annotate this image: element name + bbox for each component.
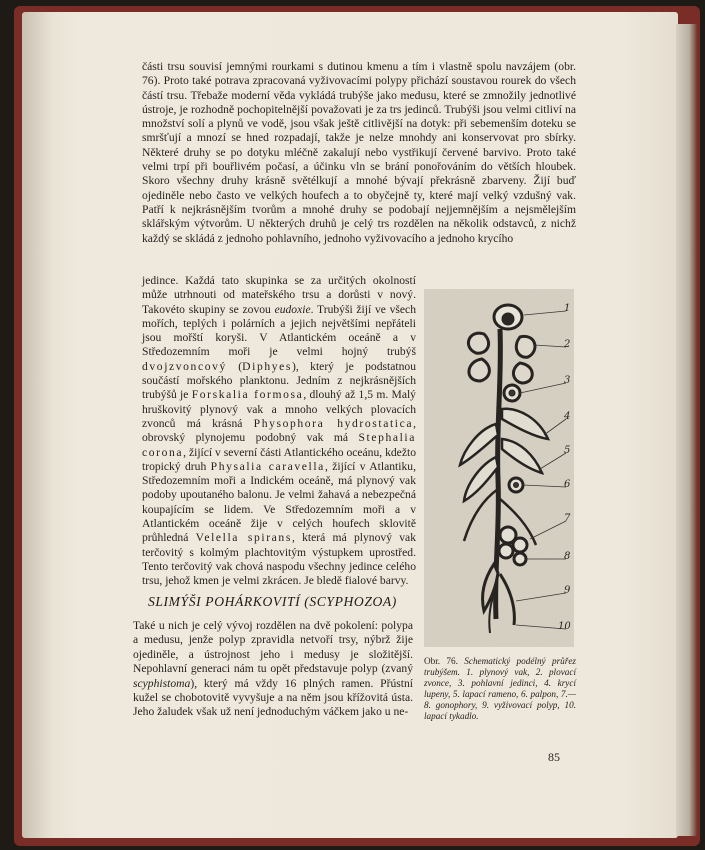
wrap-text-4: ), který je podstatnou součástí mořského planktonu. Jedním z nejkrásnějších trubýšů je — [142, 359, 417, 402]
gas-sac-core — [502, 313, 514, 325]
figure-illustration — [424, 289, 574, 647]
figure-label-1: 1 — [564, 303, 571, 314]
figure-label-5: 5 — [564, 445, 571, 456]
wrap-text-6: , obrovský plynojemu podobný vak má — [142, 416, 416, 445]
term-forskalia: Forskalia formosa — [191, 388, 304, 402]
caption-text: Schematický podélný průřez trubýšem. 1. plynový vak, 2. plovací zvonce, 3. pohlavní jedinci, 4. krycí lupeny, 5. lapací rameno, 6. palpon, 7.—8. gonophory, 9. vyživovací polyp, 10. lapací tykadlo. — [424, 656, 576, 721]
caption-lead: Obr. 76. — [424, 656, 465, 666]
section-paragraph — [133, 619, 413, 720]
term-velella: Velella spirans — [195, 531, 292, 545]
figure-label-7: 7 — [564, 513, 571, 524]
wrap-text-8: , žijící v Atlantiku, Středozemním moři a Indickém oceáně, má plynový vak podoby upoutaného balonu. Je velmi žahavá a nebezpečná koupajícím se lidem. Ve Středozemním moři a v Atlantickém oceáně žije v celých houfech sklovitě průhledná — [142, 459, 416, 545]
swim-bell — [468, 333, 488, 353]
wrap-text-3: ( — [226, 359, 243, 373]
term-scyphistoma: scyphistoma — [133, 676, 191, 690]
figure-caption — [424, 656, 576, 722]
wrap-text-2: . Trubýši žijí ve všech mořích, teplých i polárních a jejich největšími nepřáteli jsou mořští koryši. V Atlantickém oceáně a v Středozemním moři je velmi hojný trubýš — [142, 302, 416, 359]
figure-label-10: 10 — [558, 621, 571, 632]
paragraph-top — [142, 60, 576, 246]
term-dvojzvoncovy: dvojzvoncový — [142, 359, 227, 373]
paragraph-top-text: části trsu souvisí jemnými rourkami s dutinou kmenu a tím i vlastně spolu navzájem (obr. 76). Proto také potrava zpracovaná vyživovacími polypy přichází soustavou rourek do všech částí trsu. Třebaže moderní věda vykládá trubýše jako medusu, které se zmnožily jednotlivé ústroje, je rozhodně pochopitelnější považovati je za trs jedinců. Trubýši jsou velmi citliví na množství solí a plynů ve vodě, jsou však ještě citlivější na dotyk: při sebemenším doteku se smršťují a mnozí se hned rozpadají, takže je nelze mnohdy ani konservovat pro sbírky. Některé druhy se po dotyku mléčně zakalují nebo vystřikují červené barvivo. Proto také velmi trpí při bouřlivém počasí, a účinku vln se brání ponořováním do větších hloubek. Skoro všechny druhy krásně světélkují a mnohé bývají překrásně zbarveny. Žijí buď ojediněle nebo často ve velkých houfech a to obyčejně ty, které mají velký vzdušný vak. Patří k nejkrásnějším tvorům a mnohé druhy se podobají nejjemnějším a nejsmělejším sklářským výtvorům. U některých druhů je celý trs rozdělen na několik odstavců, z nichž každý se skládá z jednoho pohlavního, jednoho vyživovacího a jednoho krycího — [142, 60, 576, 245]
swim-bell — [516, 336, 535, 357]
gonophore — [499, 544, 513, 558]
siphonophore-diagram — [424, 289, 574, 647]
figure-label-6: 6 — [564, 479, 571, 490]
wrap-text-9: , která má plynový vak terčovitý s kolmým plachtovitým výstupkem uprostřed. Tento terčovitý vak chová naspodu všechny jedince celého trsu, jehož kmen je velmi zkrácen. Je bledě fialové barvy. — [142, 531, 417, 588]
wrap-text-5: , dlouhý až 1,5 m. Malý hruškovitý plynový vak a mnoho velkých plovacích zvonců má krásná — [142, 388, 416, 430]
term-physalia: Physalia caravella — [210, 459, 325, 473]
gonophore — [514, 553, 526, 565]
figure-label-9: 9 — [564, 585, 571, 596]
term-eudoxie: eudoxie — [274, 302, 311, 316]
wrap-text-7: , žijící v severní části Atlantického oceánu, kdežto tropický druh — [142, 445, 416, 473]
paragraph-wrapped — [142, 274, 416, 589]
page-number: 85 — [548, 750, 560, 764]
wrap-text-1: jedince. Každá tato skupinka se za určitých okolností může utrhnouti od mateřského trsu a dorůsti v nový. Takovéto skupiny se zovou — [142, 274, 416, 316]
swim-bell — [469, 359, 489, 381]
figure-label-8: 8 — [564, 551, 571, 562]
term-diphyes: Diphyes — [242, 359, 292, 373]
figure-label-4: 4 — [564, 411, 571, 422]
palpon-core — [514, 483, 519, 488]
section-heading: SLIMÝŠI POHÁRKOVITÍ (SCYPHOZOA) — [148, 594, 397, 609]
page-stack-edge — [676, 24, 698, 836]
figure-label-3: 3 — [564, 375, 571, 386]
term-stephalia: Stephalia corona — [142, 431, 416, 459]
section-text-2: ), který má vždy 16 plných ramen. Přústní kužel se chobotovitě vyvyšuje a na něm jsou křížovitá ústa. Jeho žaludek však už není jednoduchým váčkem jako u ne- — [133, 676, 413, 719]
gonophore — [513, 538, 527, 552]
gonophore-core — [509, 390, 515, 396]
figure-label-2: 2 — [564, 339, 571, 350]
swim-bell — [513, 363, 532, 383]
term-physophora: Physophora hydrostatica — [253, 416, 414, 430]
section-text-1: Také u nich je celý vývoj rozdělen na dvě pokolení: polypa a medusu, jenže polyp zpravidla netvoří trsy, nýbrž žije ojediněle, a ústrojnost jeho i medusy je složitější. Nepohlavní generaci nám tu opět představuje polyp (zvaný — [133, 619, 413, 676]
